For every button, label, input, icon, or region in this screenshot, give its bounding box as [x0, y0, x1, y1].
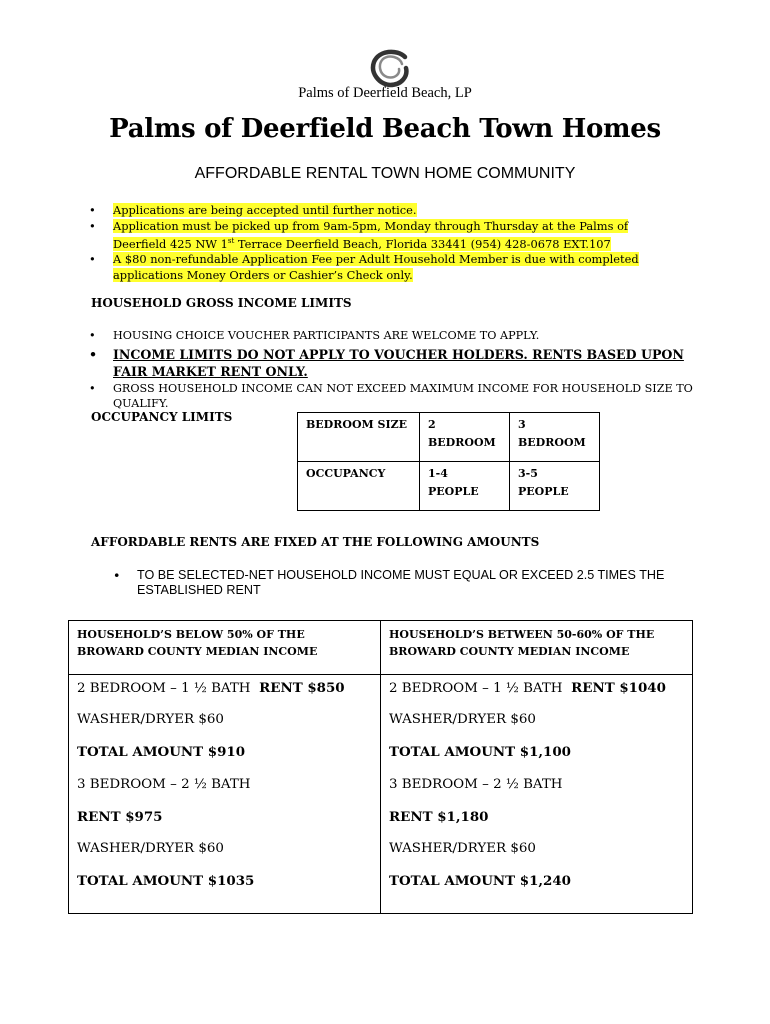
income-limits-list: [89, 328, 699, 412]
rent-line-amount: RENT $850: [254, 680, 345, 696]
rent-line: [77, 743, 372, 775]
rent-line: [77, 840, 372, 872]
cell-text: 3 BEDROOM: [518, 418, 586, 449]
table-cell: [298, 413, 420, 462]
table-cell: [69, 675, 381, 914]
rent-line: [77, 776, 372, 808]
cell-text: 1-4 PEOPLE: [428, 467, 479, 498]
occupancy-table: [297, 412, 600, 511]
rent-line: [389, 743, 684, 775]
income-limits-heading: HOUSEHOLD GROSS INCOME LIMITS: [91, 296, 352, 310]
table-cell: [420, 462, 510, 511]
rents-table: [68, 620, 693, 914]
notice-item: Applications are being accepted until further notice.: [113, 203, 417, 217]
rent-line-text: 2 BEDROOM – 1 ½ BATH: [389, 681, 563, 696]
table-cell: [510, 413, 600, 462]
cell-text: 3-5 PEOPLE: [518, 467, 569, 498]
list-item: [89, 203, 679, 219]
list-item: [89, 219, 679, 253]
rent-line: [77, 808, 372, 840]
occupancy-limits-heading: OCCUPANCY LIMITS: [91, 410, 233, 424]
rent-line-text: 3 BEDROOM – 2 ½ BATH: [77, 776, 251, 792]
table-cell: [420, 413, 510, 462]
rent-line: [389, 872, 684, 904]
table-row: [298, 413, 600, 462]
rent-line-amount: TOTAL AMOUNT $910: [77, 744, 246, 761]
column-header: HOUSEHOLD’S BETWEEN 50-60% OF THE BROWARD COUNTY MEDIAN INCOME: [381, 621, 693, 675]
page-title: Palms of Deerfield Beach Town Homes: [109, 114, 661, 144]
table-row: [69, 675, 693, 914]
affordable-rents-heading: AFFORDABLE RENTS ARE FIXED AT THE FOLLOWING AMOUNTS: [91, 535, 540, 549]
rent-line-amount: TOTAL AMOUNT $1,240: [389, 873, 571, 890]
notice-item: Application must be picked up from 9am-5pm, Monday through Thursday at the Palms of Deerfield 425 NW 1st Terrace Deerfield Beach, Florida 33441 (954) 428-0678 EXT.107: [113, 218, 629, 251]
cell-text: 2 BEDROOM: [428, 418, 496, 449]
rent-line-amount: RENT $1,180: [389, 808, 489, 825]
table-cell: [298, 462, 420, 511]
rent-line-text: WASHER/DRYER $60: [77, 840, 224, 856]
rent-line-text: WASHER/DRYER $60: [77, 712, 224, 728]
table-cell: [510, 462, 600, 511]
notice-item: A $80 non-refundable Application Fee per Adult Household Member is due with completed applications Money Orders or Cashier’s Check only.: [113, 252, 639, 282]
rent-line: [77, 711, 372, 743]
column-header: HOUSEHOLD’S BELOW 50% OF THE BROWARD COUNTY MEDIAN INCOME: [69, 621, 381, 675]
rent-line: [77, 679, 372, 711]
cell-text: OCCUPANCY: [306, 467, 386, 480]
table-header-row: [69, 621, 693, 675]
list-item: [89, 252, 679, 283]
application-notice-list: [89, 203, 679, 283]
list-item: • HOUSING CHOICE VOUCHER PARTICIPANTS ARE WELCOME TO APPLY.: [89, 328, 699, 344]
rent-line: [389, 776, 684, 808]
rent-line: [389, 711, 684, 743]
rent-lines-50-60: [382, 676, 691, 912]
rent-line-text: 3 BEDROOM – 2 ½ BATH: [389, 776, 563, 792]
rents-note-list: [113, 568, 713, 598]
rent-line: [77, 872, 372, 904]
cell-text: BEDROOM SIZE: [306, 418, 408, 431]
rent-line-text: 2 BEDROOM – 1 ½ BATH: [77, 681, 251, 696]
table-row: [298, 462, 600, 511]
rent-line: [389, 808, 684, 840]
rent-line-amount: RENT $1040: [566, 680, 666, 696]
rent-lines-below-50: [70, 676, 379, 912]
page-subtitle: AFFORDABLE RENTAL TOWN HOME COMMUNITY: [194, 165, 576, 182]
rent-line-amount: TOTAL AMOUNT $1,100: [389, 744, 571, 761]
table-cell: [381, 675, 693, 914]
voucher-note: INCOME LIMITS DO NOT APPLY TO VOUCHER HOLDERS. RENTS BASED UPON FAIR MARKET RENT ONLY.: [113, 346, 684, 379]
rent-line-text: WASHER/DRYER $60: [389, 840, 536, 856]
list-item: • GROSS HOUSEHOLD INCOME CAN NOT EXCEED MAXIMUM INCOME FOR HOUSEHOLD SIZE TO QUALIFY.: [89, 381, 699, 412]
rent-line: [389, 840, 684, 872]
ordinal-suffix: st: [227, 237, 235, 245]
rent-line-amount: TOTAL AMOUNT $1035: [77, 873, 255, 890]
logo-text: Palms of Deerfield Beach, LP: [298, 85, 472, 101]
rent-line-text: WASHER/DRYER $60: [389, 712, 536, 728]
rent-line: [389, 679, 684, 711]
list-item: [89, 346, 699, 380]
rent-line-amount: RENT $975: [77, 808, 163, 825]
list-item: • TO BE SELECTED-NET HOUSEHOLD INCOME MUST EQUAL OR EXCEED 2.5 TIMES THE ESTABLISHED RENT: [113, 568, 713, 598]
